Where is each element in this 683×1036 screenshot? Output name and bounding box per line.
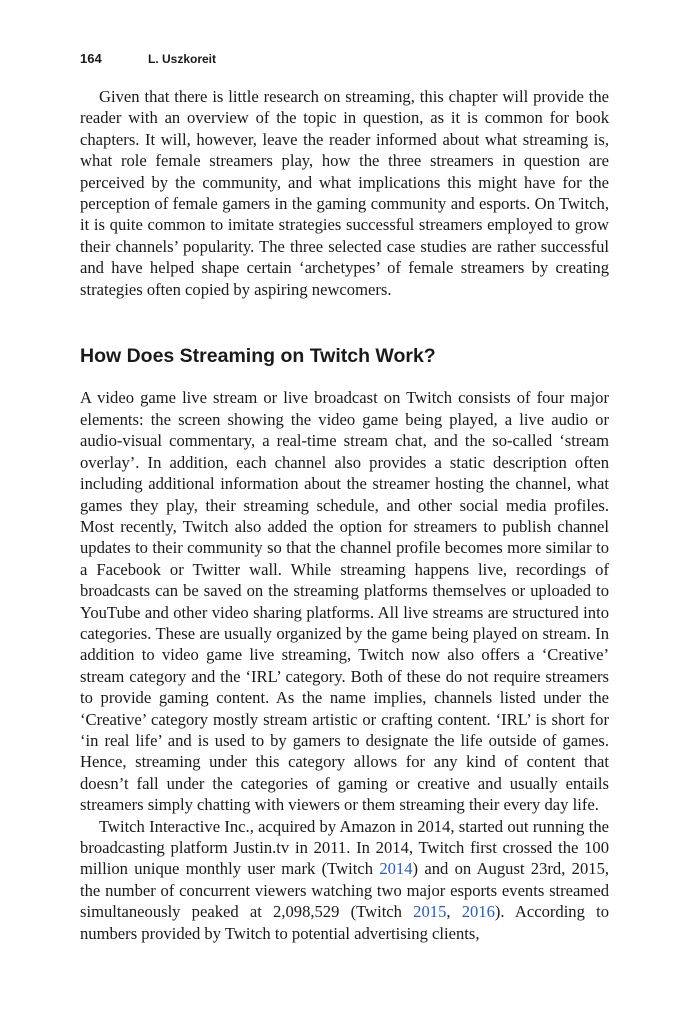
page-number: 164 <box>80 51 102 66</box>
paragraph-text: ). According to numbers provided by Twitch to potential advertising clients, <box>80 902 610 943</box>
section-paragraph-2 <box>80 816 609 944</box>
citation-separator: , <box>446 902 462 922</box>
paragraph-text: Twitch Interactive Inc., acquired by Amazon in 2014, started out running the broadcasting platform Justin.tv in 2011. In 2014, Twitch first crossed the 100 million unique monthly user mark (Twitch <box>80 816 609 879</box>
citation-link-2016[interactable]: 2016 <box>461 902 495 922</box>
section-heading: How Does Streaming on Twitch Work? <box>80 345 436 368</box>
paragraph-text: ) and on August 23rd, 2015, the number of concurrent viewers watching two major esports events streamed simultaneously peaked at 2,098,529 (Twitch <box>80 859 610 922</box>
citation-link-2014[interactable]: 2014 <box>379 859 413 879</box>
section-paragraph-1: A video game live stream or live broadcast on Twitch consists of four major elements: the screen showing the video game being played, a live audio or audio-visual commentary, a real-time stream chat, and the so-called ‘stream overlay’. In addition, each channel also provides a static description often including additional information about the streamer hosting the channel, what games they play, their streaming schedule, and other social media profiles. Most recently, Twitch also added the option for streamers to publish channel updates to their community so that the channel profile becomes more similar to a Facebook or Twitter wall. While streaming happens live, recordings of broadcasts can be saved on the streaming platforms themselves or uploaded to YouTube and other video sharing platforms. All live streams are structured into categories. These are usually organized by the game being played on stream. In addition to video game live streaming, Twitch now also offers a ‘Creative’ stream category and the ‘IRL’ category. Both of these do not require streamers to provide gaming content. As the name implies, channels listed under the ‘Creative’ category mostly stream artistic or crafting content. ‘IRL’ is short for ‘in real life’ and is used to by gamers to designate the life outside of games. Hence, streaming under this category allows for any kind of content that doesn’t fall under the categories of gaming or creative and usually entails streamers simply chatting with viewers or them streaming their every day life. <box>80 388 609 815</box>
page <box>80 48 609 944</box>
body-text <box>80 86 609 944</box>
running-head-author: L. Uszkoreit <box>148 52 217 66</box>
intro-paragraph: Given that there is little research on streaming, this chapter will provide the reader with an overview of the topic in question, as it is common for book chapters. It will, however, leave the reader informed about what streaming is, what role female streamers play, how the three streamers in question are perceived by the community, and what implications this might have for the perception of female gamers in the gaming community and esports. On Twitch, it is quite common to imitate strategies successful streamers employed to grow their channels’ popularity. The three selected case studies are rather successful and have helped shape certain ‘archetypes’ of female streamers by creating strategies often copied by aspiring newcomers. <box>80 87 609 299</box>
running-head <box>80 48 609 70</box>
citation-link-2015[interactable]: 2015 <box>413 902 447 922</box>
